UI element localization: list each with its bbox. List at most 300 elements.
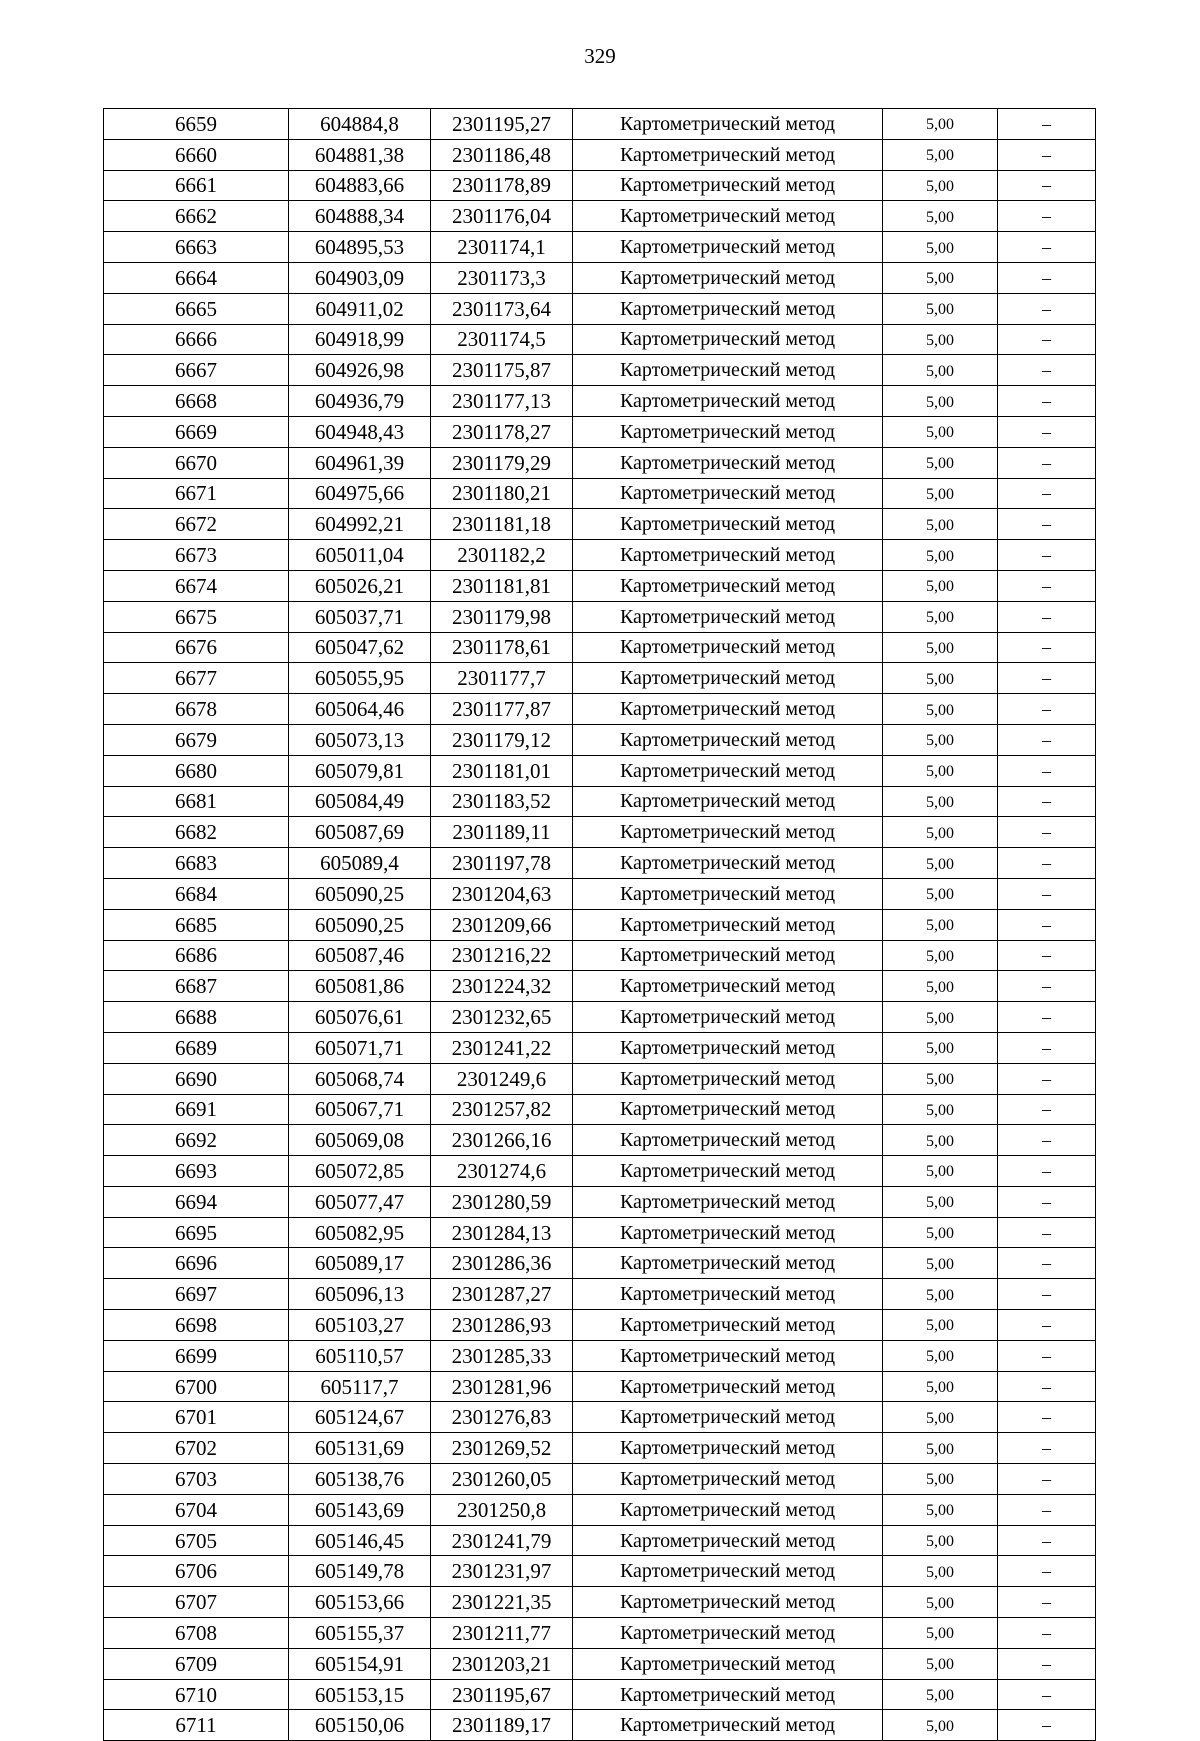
accuracy-cell: 5,00 [883,262,998,293]
dash-cell: – [998,1310,1096,1341]
method-cell: Картометрический метод [573,724,883,755]
point-number-cell: 6678 [104,694,289,725]
dash-cell: – [998,817,1096,848]
method-cell: Картометрический метод [573,786,883,817]
method-cell: Картометрический метод [573,817,883,848]
point-number-cell: 6666 [104,324,289,355]
method-cell: Картометрический метод [573,478,883,509]
accuracy-cell: 5,00 [883,1002,998,1033]
dash-cell: – [998,478,1096,509]
dash-cell: – [998,139,1096,170]
point-number-cell: 6692 [104,1125,289,1156]
point-number-cell: 6673 [104,540,289,571]
accuracy-cell: 5,00 [883,1032,998,1063]
point-number-cell: 6682 [104,817,289,848]
y-coordinate-cell: 2301260,05 [431,1464,573,1495]
accuracy-cell: 5,00 [883,416,998,447]
x-coordinate-cell: 605090,25 [289,909,431,940]
table-row [104,1248,1096,1279]
x-coordinate-cell: 604975,66 [289,478,431,509]
accuracy-cell: 5,00 [883,1125,998,1156]
table-row [104,324,1096,355]
point-number-cell: 6706 [104,1556,289,1587]
accuracy-cell: 5,00 [883,663,998,694]
y-coordinate-cell: 2301284,13 [431,1217,573,1248]
accuracy-cell: 5,00 [883,232,998,263]
x-coordinate-cell: 605153,15 [289,1679,431,1710]
point-number-cell: 6710 [104,1679,289,1710]
accuracy-cell: 5,00 [883,447,998,478]
method-cell: Картометрический метод [573,1063,883,1094]
method-cell: Картометрический метод [573,1279,883,1310]
accuracy-cell: 5,00 [883,755,998,786]
accuracy-cell: 5,00 [883,170,998,201]
accuracy-cell: 5,00 [883,1464,998,1495]
x-coordinate-cell: 605153,66 [289,1587,431,1618]
point-number-cell: 6697 [104,1279,289,1310]
table-row [104,1125,1096,1156]
table-row [104,601,1096,632]
method-cell: Картометрический метод [573,232,883,263]
y-coordinate-cell: 2301189,17 [431,1710,573,1741]
dash-cell: – [998,663,1096,694]
y-coordinate-cell: 2301257,82 [431,1094,573,1125]
y-coordinate-cell: 2301177,87 [431,694,573,725]
method-cell: Картометрический метод [573,170,883,201]
dash-cell: – [998,1679,1096,1710]
y-coordinate-cell: 2301179,12 [431,724,573,755]
accuracy-cell: 5,00 [883,1648,998,1679]
x-coordinate-cell: 605055,95 [289,663,431,694]
point-number-cell: 6674 [104,570,289,601]
point-number-cell: 6677 [104,663,289,694]
y-coordinate-cell: 2301280,59 [431,1186,573,1217]
y-coordinate-cell: 2301285,33 [431,1340,573,1371]
x-coordinate-cell: 604926,98 [289,355,431,386]
method-cell: Картометрический метод [573,1340,883,1371]
x-coordinate-cell: 605117,7 [289,1371,431,1402]
dash-cell: – [998,201,1096,232]
accuracy-cell: 5,00 [883,1063,998,1094]
y-coordinate-cell: 2301180,21 [431,478,573,509]
method-cell: Картометрический метод [573,1648,883,1679]
method-cell: Картометрический метод [573,570,883,601]
y-coordinate-cell: 2301266,16 [431,1125,573,1156]
x-coordinate-cell: 605138,76 [289,1464,431,1495]
dash-cell: – [998,447,1096,478]
y-coordinate-cell: 2301241,22 [431,1032,573,1063]
x-coordinate-cell: 605068,74 [289,1063,431,1094]
method-cell: Картометрический метод [573,1679,883,1710]
dash-cell: – [998,1587,1096,1618]
point-number-cell: 6693 [104,1156,289,1187]
table-row [104,1464,1096,1495]
dash-cell: – [998,1648,1096,1679]
accuracy-cell: 5,00 [883,1094,998,1125]
accuracy-cell: 5,00 [883,293,998,324]
dash-cell: – [998,694,1096,725]
table-row [104,817,1096,848]
table-row [104,1556,1096,1587]
table-row [104,909,1096,940]
y-coordinate-cell: 2301232,65 [431,1002,573,1033]
method-cell: Картометрический метод [573,201,883,232]
dash-cell: – [998,1279,1096,1310]
y-coordinate-cell: 2301276,83 [431,1402,573,1433]
y-coordinate-cell: 2301211,77 [431,1618,573,1649]
accuracy-cell: 5,00 [883,1618,998,1649]
accuracy-cell: 5,00 [883,355,998,386]
accuracy-cell: 5,00 [883,1156,998,1187]
x-coordinate-cell: 605071,71 [289,1032,431,1063]
y-coordinate-cell: 2301183,52 [431,786,573,817]
dash-cell: – [998,1217,1096,1248]
y-coordinate-cell: 2301177,13 [431,386,573,417]
table-row [104,478,1096,509]
x-coordinate-cell: 605124,67 [289,1402,431,1433]
x-coordinate-cell: 604992,21 [289,509,431,540]
y-coordinate-cell: 2301179,29 [431,447,573,478]
y-coordinate-cell: 2301221,35 [431,1587,573,1618]
point-number-cell: 6707 [104,1587,289,1618]
x-coordinate-cell: 604903,09 [289,262,431,293]
x-coordinate-cell: 605073,13 [289,724,431,755]
point-number-cell: 6703 [104,1464,289,1495]
y-coordinate-cell: 2301181,81 [431,570,573,601]
y-coordinate-cell: 2301195,27 [431,109,573,140]
y-coordinate-cell: 2301197,78 [431,848,573,879]
method-cell: Картометрический метод [573,601,883,632]
dash-cell: – [998,1125,1096,1156]
dash-cell: – [998,724,1096,755]
x-coordinate-cell: 604884,8 [289,109,431,140]
dash-cell: – [998,848,1096,879]
dash-cell: – [998,570,1096,601]
accuracy-cell: 5,00 [883,1525,998,1556]
method-cell: Картометрический метод [573,1217,883,1248]
x-coordinate-cell: 605047,62 [289,632,431,663]
x-coordinate-cell: 605149,78 [289,1556,431,1587]
x-coordinate-cell: 604911,02 [289,293,431,324]
coordinates-table [103,108,1096,1741]
x-coordinate-cell: 605087,69 [289,817,431,848]
point-number-cell: 6676 [104,632,289,663]
method-cell: Картометрический метод [573,1125,883,1156]
table-row [104,786,1096,817]
accuracy-cell: 5,00 [883,1433,998,1464]
table-row [104,1433,1096,1464]
accuracy-cell: 5,00 [883,1186,998,1217]
dash-cell: – [998,1340,1096,1371]
table-row [104,940,1096,971]
dash-cell: – [998,262,1096,293]
y-coordinate-cell: 2301178,27 [431,416,573,447]
dash-cell: – [998,632,1096,663]
accuracy-cell: 5,00 [883,1587,998,1618]
method-cell: Картометрический метод [573,1094,883,1125]
point-number-cell: 6659 [104,109,289,140]
y-coordinate-cell: 2301231,97 [431,1556,573,1587]
point-number-cell: 6687 [104,971,289,1002]
y-coordinate-cell: 2301174,1 [431,232,573,263]
point-number-cell: 6702 [104,1433,289,1464]
table-row [104,232,1096,263]
table-row [104,170,1096,201]
dash-cell: – [998,1032,1096,1063]
accuracy-cell: 5,00 [883,1279,998,1310]
dash-cell: – [998,601,1096,632]
method-cell: Картометрический метод [573,355,883,386]
point-number-cell: 6694 [104,1186,289,1217]
method-cell: Картометрический метод [573,447,883,478]
point-number-cell: 6686 [104,940,289,971]
point-number-cell: 6672 [104,509,289,540]
table-row [104,355,1096,386]
table-row [104,139,1096,170]
dash-cell: – [998,909,1096,940]
dash-cell: – [998,1464,1096,1495]
dash-cell: – [998,1402,1096,1433]
method-cell: Картометрический метод [573,694,883,725]
table-row [104,878,1096,909]
table-row [104,1094,1096,1125]
dash-cell: – [998,1094,1096,1125]
y-coordinate-cell: 2301250,8 [431,1494,573,1525]
accuracy-cell: 5,00 [883,1402,998,1433]
point-number-cell: 6701 [104,1402,289,1433]
table-row [104,1063,1096,1094]
table-row [104,416,1096,447]
x-coordinate-cell: 605082,95 [289,1217,431,1248]
accuracy-cell: 5,00 [883,940,998,971]
point-number-cell: 6681 [104,786,289,817]
x-coordinate-cell: 604918,99 [289,324,431,355]
table-row [104,447,1096,478]
x-coordinate-cell: 605089,17 [289,1248,431,1279]
method-cell: Картометрический метод [573,293,883,324]
accuracy-cell: 5,00 [883,1371,998,1402]
dash-cell: – [998,786,1096,817]
method-cell: Картометрический метод [573,1032,883,1063]
table-row [104,1310,1096,1341]
method-cell: Картометрический метод [573,509,883,540]
point-number-cell: 6700 [104,1371,289,1402]
table-row [104,971,1096,1002]
y-coordinate-cell: 2301178,61 [431,632,573,663]
table-row [104,1679,1096,1710]
coordinates-table-body [104,109,1096,1741]
y-coordinate-cell: 2301249,6 [431,1063,573,1094]
point-number-cell: 6695 [104,1217,289,1248]
x-coordinate-cell: 605096,13 [289,1279,431,1310]
y-coordinate-cell: 2301269,52 [431,1433,573,1464]
point-number-cell: 6675 [104,601,289,632]
y-coordinate-cell: 2301181,18 [431,509,573,540]
dash-cell: – [998,878,1096,909]
method-cell: Картометрический метод [573,1464,883,1495]
x-coordinate-cell: 605154,91 [289,1648,431,1679]
x-coordinate-cell: 604888,34 [289,201,431,232]
method-cell: Картометрический метод [573,1710,883,1741]
x-coordinate-cell: 605069,08 [289,1125,431,1156]
table-row [104,1371,1096,1402]
accuracy-cell: 5,00 [883,1340,998,1371]
accuracy-cell: 5,00 [883,848,998,879]
y-coordinate-cell: 2301281,96 [431,1371,573,1402]
method-cell: Картометрический метод [573,1186,883,1217]
table-row [104,1402,1096,1433]
accuracy-cell: 5,00 [883,632,998,663]
table-row [104,386,1096,417]
y-coordinate-cell: 2301209,66 [431,909,573,940]
y-coordinate-cell: 2301241,79 [431,1525,573,1556]
point-number-cell: 6683 [104,848,289,879]
point-number-cell: 6661 [104,170,289,201]
table-row [104,262,1096,293]
method-cell: Картометрический метод [573,416,883,447]
y-coordinate-cell: 2301178,89 [431,170,573,201]
y-coordinate-cell: 2301189,11 [431,817,573,848]
dash-cell: – [998,755,1096,786]
y-coordinate-cell: 2301174,5 [431,324,573,355]
y-coordinate-cell: 2301224,32 [431,971,573,1002]
y-coordinate-cell: 2301287,27 [431,1279,573,1310]
method-cell: Картометрический метод [573,540,883,571]
dash-cell: – [998,1186,1096,1217]
point-number-cell: 6711 [104,1710,289,1741]
point-number-cell: 6705 [104,1525,289,1556]
method-cell: Картометрический метод [573,1525,883,1556]
dash-cell: – [998,109,1096,140]
method-cell: Картометрический метод [573,1556,883,1587]
accuracy-cell: 5,00 [883,1556,998,1587]
x-coordinate-cell: 605087,46 [289,940,431,971]
dash-cell: – [998,1556,1096,1587]
point-number-cell: 6660 [104,139,289,170]
x-coordinate-cell: 605011,04 [289,540,431,571]
accuracy-cell: 5,00 [883,570,998,601]
dash-cell: – [998,940,1096,971]
dash-cell: – [998,1156,1096,1187]
dash-cell: – [998,232,1096,263]
accuracy-cell: 5,00 [883,1679,998,1710]
accuracy-cell: 5,00 [883,878,998,909]
dash-cell: – [998,540,1096,571]
point-number-cell: 6680 [104,755,289,786]
accuracy-cell: 5,00 [883,540,998,571]
dash-cell: – [998,509,1096,540]
point-number-cell: 6671 [104,478,289,509]
table-row [104,1279,1096,1310]
x-coordinate-cell: 604881,38 [289,139,431,170]
dash-cell: – [998,293,1096,324]
table-row [104,632,1096,663]
point-number-cell: 6696 [104,1248,289,1279]
method-cell: Картометрический метод [573,324,883,355]
y-coordinate-cell: 2301204,63 [431,878,573,909]
accuracy-cell: 5,00 [883,1248,998,1279]
x-coordinate-cell: 605146,45 [289,1525,431,1556]
x-coordinate-cell: 605064,46 [289,694,431,725]
dash-cell: – [998,1371,1096,1402]
point-number-cell: 6684 [104,878,289,909]
point-number-cell: 6690 [104,1063,289,1094]
x-coordinate-cell: 605067,71 [289,1094,431,1125]
x-coordinate-cell: 605103,27 [289,1310,431,1341]
method-cell: Картометрический метод [573,663,883,694]
method-cell: Картометрический метод [573,1156,883,1187]
accuracy-cell: 5,00 [883,909,998,940]
method-cell: Картометрический метод [573,1371,883,1402]
dash-cell: – [998,416,1096,447]
y-coordinate-cell: 2301203,21 [431,1648,573,1679]
x-coordinate-cell: 604948,43 [289,416,431,447]
accuracy-cell: 5,00 [883,1710,998,1741]
method-cell: Картометрический метод [573,1587,883,1618]
dash-cell: – [998,1618,1096,1649]
method-cell: Картометрический метод [573,909,883,940]
method-cell: Картометрический метод [573,1402,883,1433]
y-coordinate-cell: 2301179,98 [431,601,573,632]
y-coordinate-cell: 2301216,22 [431,940,573,971]
method-cell: Картометрический метод [573,632,883,663]
y-coordinate-cell: 2301176,04 [431,201,573,232]
dash-cell: – [998,1525,1096,1556]
accuracy-cell: 5,00 [883,324,998,355]
dash-cell: – [998,971,1096,1002]
table-row [104,109,1096,140]
point-number-cell: 6689 [104,1032,289,1063]
x-coordinate-cell: 605072,85 [289,1156,431,1187]
table-row [104,1494,1096,1525]
point-number-cell: 6664 [104,262,289,293]
table-row [104,1587,1096,1618]
table-row [104,1618,1096,1649]
x-coordinate-cell: 605150,06 [289,1710,431,1741]
point-number-cell: 6669 [104,416,289,447]
x-coordinate-cell: 605026,21 [289,570,431,601]
method-cell: Картометрический метод [573,1494,883,1525]
point-number-cell: 6667 [104,355,289,386]
dash-cell: – [998,1494,1096,1525]
table-row [104,663,1096,694]
accuracy-cell: 5,00 [883,601,998,632]
y-coordinate-cell: 2301186,48 [431,139,573,170]
accuracy-cell: 5,00 [883,509,998,540]
point-number-cell: 6698 [104,1310,289,1341]
dash-cell: – [998,1002,1096,1033]
table-row [104,848,1096,879]
table-row [104,1710,1096,1741]
table-row [104,540,1096,571]
table-row [104,570,1096,601]
x-coordinate-cell: 604961,39 [289,447,431,478]
method-cell: Картометрический метод [573,1433,883,1464]
dash-cell: – [998,170,1096,201]
dash-cell: – [998,324,1096,355]
point-number-cell: 6699 [104,1340,289,1371]
y-coordinate-cell: 2301175,87 [431,355,573,386]
accuracy-cell: 5,00 [883,971,998,1002]
accuracy-cell: 5,00 [883,1217,998,1248]
table-row [104,1002,1096,1033]
method-cell: Картометрический метод [573,755,883,786]
x-coordinate-cell: 605143,69 [289,1494,431,1525]
y-coordinate-cell: 2301286,93 [431,1310,573,1341]
x-coordinate-cell: 605131,69 [289,1433,431,1464]
y-coordinate-cell: 2301173,3 [431,262,573,293]
table-row [104,1186,1096,1217]
